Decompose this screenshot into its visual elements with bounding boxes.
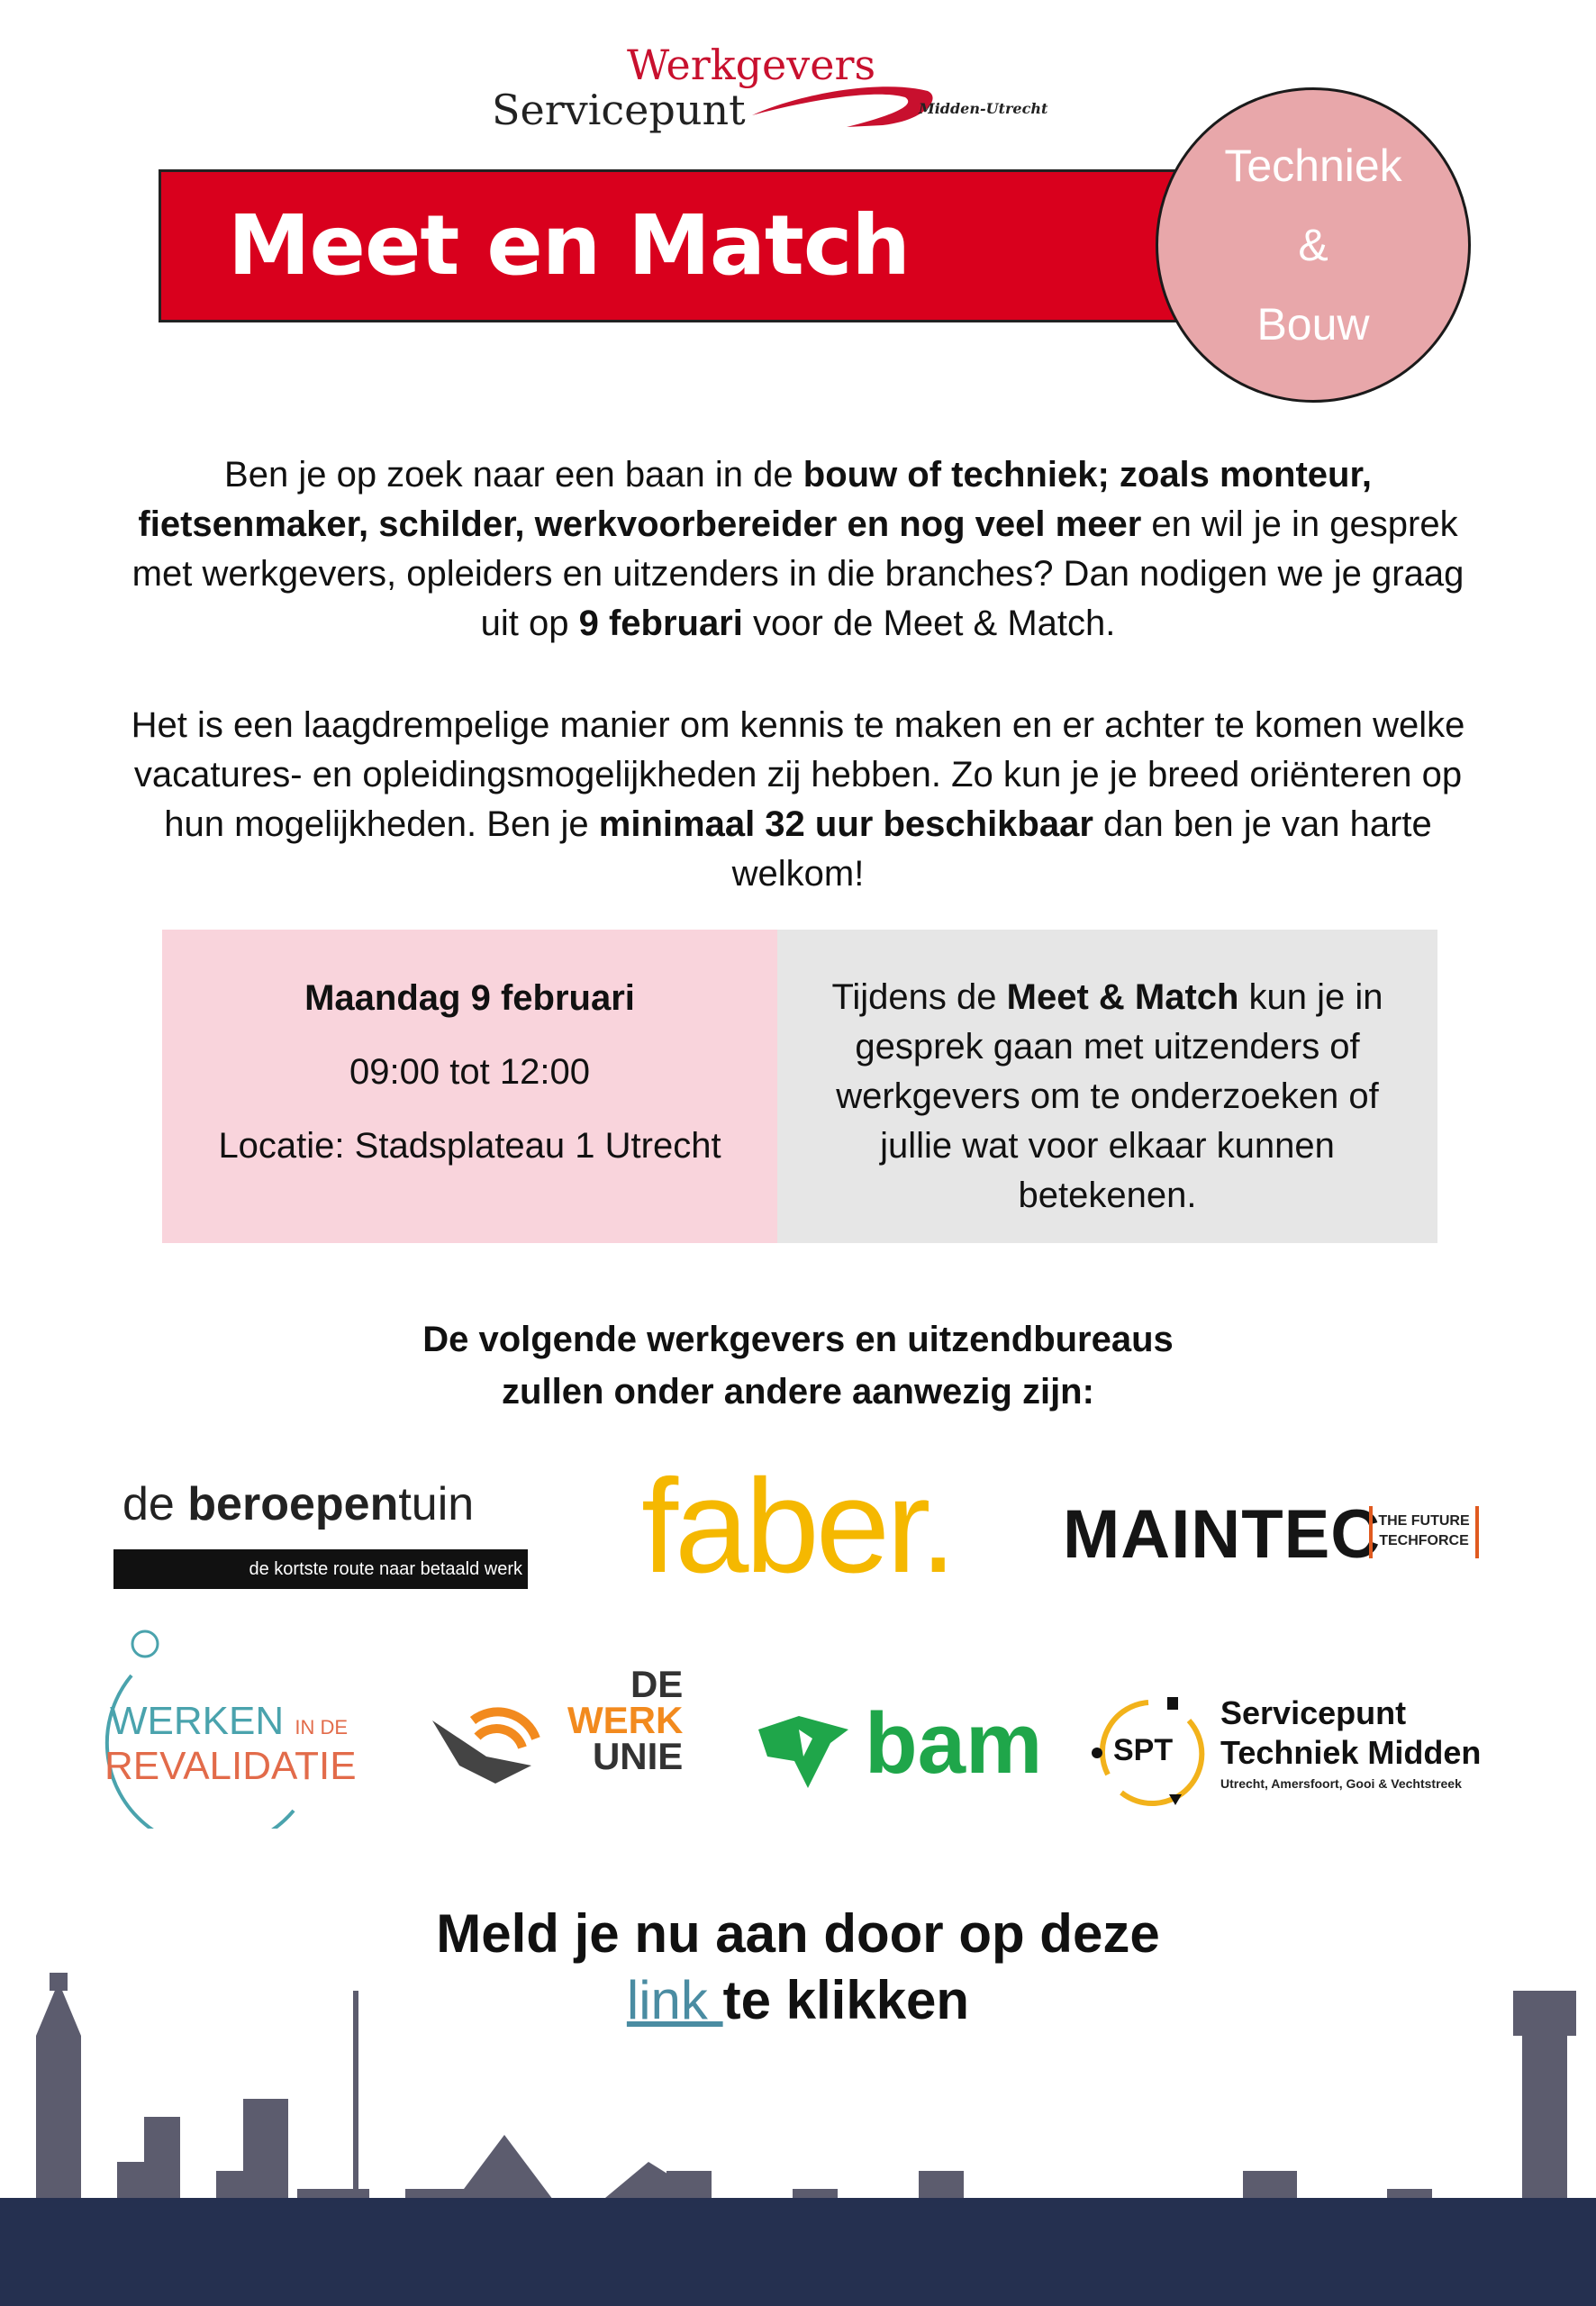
werkunie-mark-icon [423,1684,558,1793]
logo-line1: Werkgevers [627,41,876,89]
logo-region: Midden-Utrecht [919,100,1048,117]
signup-link[interactable]: link [626,1970,723,2030]
bam-logo: bam [758,1707,1029,1806]
event-details-box [162,930,777,1243]
logo-line2: Servicepunt [492,86,746,134]
event-info-box [777,930,1437,1243]
servicepunt-techniek-midden-logo: SPT Servicepunt Techniek Midden Utrecht, Amersfoort, Gooi & Vechtstreek [1090,1693,1540,1811]
page-title: Meet en Match [228,197,910,294]
faber-logo: faber. [641,1452,954,1601]
badge-line3: Bouw [1256,299,1370,350]
event-time: 09:00 tot 12:00 [349,1052,590,1092]
spt-badge: SPT [1113,1733,1174,1767]
werkgevers-servicepunt-logo [486,41,1063,149]
intro-paragraph-1: Ben je op zoek naar een baan in de bouw of techniek; zoals monteur, fietsenmaker, schilder, werkvoorbereider en nog veel meer en wil je in gesprek met werkgevers, opleiders en uitzenders in die branches? Dan nodigen we je graag uit op 9 februari voor de Meet & Match. [131,455,1465,643]
logo-swoosh-icon [748,66,937,138]
category-badge [1156,87,1471,403]
employers-heading: De volgende werkgevers en uitzendbureaus zullen onder andere aanwezig zijn: [422,1320,1174,1412]
bam-mark-icon [758,1707,857,1788]
badge-line2: & [1298,220,1328,270]
werken-in-de-revalidatie-logo: WERKEN IN DE REVALIDATIE [68,1621,357,1829]
event-date: Maandag 9 februari [304,978,635,1018]
badge-line1: Techniek [1224,141,1402,191]
beroepentuin-logo: de beroepentuin de kortste route naar betaald werk [113,1477,528,1594]
event-info-text: Tijdens de Meet & Match kun je in gesprek gaan met uitzenders of werkgevers om te onderzoeken of jullie wat voor elkaar kunnen betekenen. [831,977,1383,1215]
maintec-logo: MAINTEC THE FUTURE TECHFORCE [1063,1495,1486,1576]
event-location: Locatie: Stadsplateau 1 Utrecht [218,1126,721,1166]
werkunie-logo: DE WERK UNIE [423,1666,694,1802]
title-banner [159,169,1194,322]
cta-text: Meld je nu aan door op deze link te klikken [436,1903,1160,2030]
intro-paragraph-2: Het is een laagdrempelige manier om kennis te maken en er achter te komen welke vacatures- en opleidingsmogelijkheden zij hebben. Zo kun je je breed oriënteren op hun mogelijkheden. Ben je minimaal 32 uur beschikbaar dan ben je van harte welkom! [131,705,1465,894]
